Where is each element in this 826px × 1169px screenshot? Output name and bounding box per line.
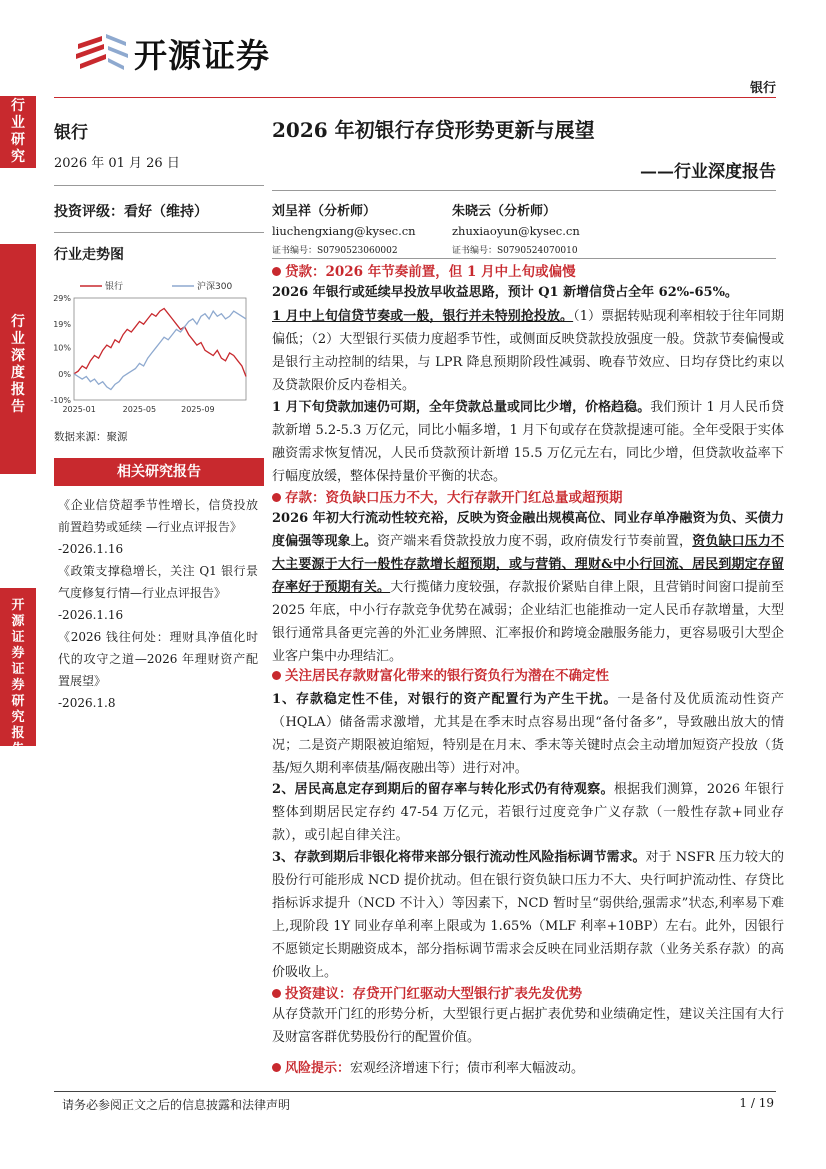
paragraph: 2026 年银行或延续早投放早收益思路，预计 Q1 新增信贷占全年 62%-65%。 [272, 285, 738, 300]
paragraph: 2、居民高息定存到期后的留存率与转化形式仍有待观察。根据我们测算，2026 年银行整体到期居民定存约 47-54 万亿元，若银行过度竞争广义存款（一般性存款+同业存款），或引起自律关注。 [272, 782, 785, 843]
x-tick-label: 2025-09 [181, 405, 215, 414]
brand-name: 开源证券 [134, 36, 270, 75]
bullet-icon [272, 267, 281, 276]
section-heading: 存款：资负缺口压力不大，大行存款开门红总量或超预期 [272, 489, 784, 507]
paragraph: 1 月下旬贷款加速仍可期，全年贷款总量或同比少增，价格趋稳。我们预计 1 月人民币贷款新增 5.2-5.3 万亿元，同比小幅多增，1 月下旬或存在贷款提速可能。全年受限于实体融资需求恢复情况，人民币贷款预计新增 15.5 万亿元左右，同比少增，但贷款收益率下行幅度放缓，整体保持量价平衡的状态。 [272, 400, 784, 484]
investment-rating: 投资评级：看好（维持） [54, 204, 208, 220]
legend-label: 银行 [105, 282, 124, 292]
legend-label: 沪深300 [197, 282, 233, 292]
analyst-name: 朱晓云（分析师） [452, 204, 557, 219]
side-strip-middle: 行业深度报告 [0, 244, 36, 474]
analyst-card [452, 200, 622, 256]
divider [272, 258, 776, 259]
related-title: 相关研究报告 [54, 458, 264, 486]
footer-disclaimer: 请务必参阅正文之后的信息披露和法律声明 [62, 1098, 291, 1112]
y-tick-label: -10% [50, 396, 71, 405]
header-sector-tag: 银行 [749, 81, 776, 96]
paragraph: 从存贷款开门红的形势分析，大型银行更占据扩表优势和业绩确定性，建议关注国有大行及财富客群优势股份行的配置价值。 [272, 1007, 784, 1045]
divider [54, 185, 264, 186]
header-rule [54, 97, 776, 98]
brand-logo-mark [72, 30, 130, 74]
paragraph: 3、存款到期后非银化将带来部分银行流动性风险指标调节需求。对于 NSFR 压力较大的股份行可能形成 NCD 提价扰动。但在银行资负缺口压力不大、央行呵护流动性、存贷比指标诉求提升（NCD 不计入）等因素下，NCD 暂时呈“弱供给,强需求”状态,利率易下难上,现阶段 1Y 同业存单利率上限或为 1.65%（MLF 利率+10BP）左右。此外，因银行不愿锁定长期融资成本，部分指标调节需求会反映在同业活期存款（业务关系存款）的高价吸收上。 [272, 850, 784, 980]
brand-logo [72, 30, 322, 74]
risk-warning: 风险提示：宏观经济增速下行；债市利率大幅波动。 [272, 1057, 784, 1080]
paragraph: 1、存款稳定性不佳，对银行的资产配置行为产生干扰。一是备付及优质流动性资产（HQLA）储备需求激增，尤其是在季末时点容易出现“备付备多”，导致融出放大的情况；二是资产期限被迫缩短，特别是在月末、季末等关键时点会主动增加短资产投放（货基/短久期利率债基/隔夜融出等）进行对冲。 [272, 692, 784, 776]
related-item[interactable]: 《企业信贷超季节性增长，信贷投放前置趋势或延续 —行业点评报告》 -2026.1.16 [58, 498, 258, 556]
related-item[interactable]: 《政策支撑稳增长，关注 Q1 银行景气度修复行情—行业点评报告》 -2026.1.16 [58, 564, 258, 622]
report-title: 2026 年初银行存贷形势更新与展望 [272, 118, 595, 142]
report-date: 2026 年 01 月 26 日 [54, 156, 180, 171]
chart-frame [74, 298, 246, 400]
paragraph: 2026 年初大行流动性较充裕，反映为资金融出规模高位、同业存单净融资为负、买债力度偏强等现象上。资产端来看贷款投放力度不弱，政府债发行节奏前置，资负缺口压力不大主要源于大行一般性存款增长超预期，或与营销、理财&中小行回流、居民到期定存留存率好于预期有关。大行揽储力度较强，存款报价紧贴自律上限，且营销时间窗口提前至 2025 年底，中小行存款竞争优势在减弱；企业结汇也能推动一定人民币存款增量，大型银行通常具备更完善的外汇业务牌照、汇率报价和跨境金融服务能力，更容易吸引大型企业客户集中办理结汇。 [272, 511, 784, 664]
section-heading: 贷款：2026 年节奏前置，但 1 月中上旬或偏慢 [272, 263, 784, 281]
series-line [74, 311, 246, 389]
analyst-cert: 证书编号：S0790524070010 [452, 246, 578, 256]
page-number: 1 / 19 [739, 1096, 774, 1110]
analyst-card [272, 200, 442, 256]
bullet-icon [272, 493, 281, 502]
side-strip-top: 行业研究 [0, 96, 36, 168]
paragraph: 1 月中上旬信贷节奏或一般，银行并未特别抢投放。（1）票据转贴现利率相较于往年同期偏低；（2）大型银行买债力度超季节性，或侧面反映贷款投放强度一般。贷款节奏偏慢或是银行主动控制的结果，与 LPR 降息预期阶段性减弱、晚春节效应、日均存贷比约束以及贷款限价反内卷相关。 [272, 309, 784, 393]
trend-title: 行业走势图 [54, 247, 124, 263]
related-item[interactable]: 《2026 钱往何处：理财具净值化时代的攻守之道—2026 年理财资产配置展望》 -2026.1.8 [58, 630, 258, 710]
footer-rule [54, 1091, 776, 1092]
analyst-name: 刘呈祥（分析师） [272, 204, 377, 219]
x-tick-label: 2025-05 [122, 405, 157, 414]
sector-label: 银行 [54, 123, 88, 143]
divider [272, 190, 776, 191]
analyst-email[interactable]: zhuxiaoyun@kysec.cn [452, 224, 580, 238]
data-source: 数据来源：聚源 [54, 431, 128, 443]
divider [54, 232, 264, 233]
side-strip-bottom: 开源证券 证券研究报告 [0, 588, 36, 746]
y-tick-label: 10% [53, 343, 71, 353]
y-tick-label: 29% [53, 294, 71, 303]
section-heading: 投资建议：存贷开门红驱动大型银行扩表先发优势 [272, 985, 784, 1003]
analyst-email[interactable]: liuchengxiang@kysec.cn [272, 224, 416, 238]
report-subtitle: ——行业深度报告 [640, 162, 776, 182]
x-tick-label: 2025-01 [62, 405, 96, 414]
y-tick-label: 19% [53, 320, 71, 330]
analyst-cert: 证书编号：S0790523060002 [272, 246, 398, 256]
bullet-icon [272, 989, 281, 998]
bullet-icon [272, 671, 281, 680]
trend-chart [50, 274, 260, 418]
section-heading: 关注居民存款财富化带来的银行资负行为潜在不确定性 [272, 667, 784, 685]
y-tick-label: 0% [58, 369, 71, 379]
bullet-icon [272, 1063, 281, 1072]
